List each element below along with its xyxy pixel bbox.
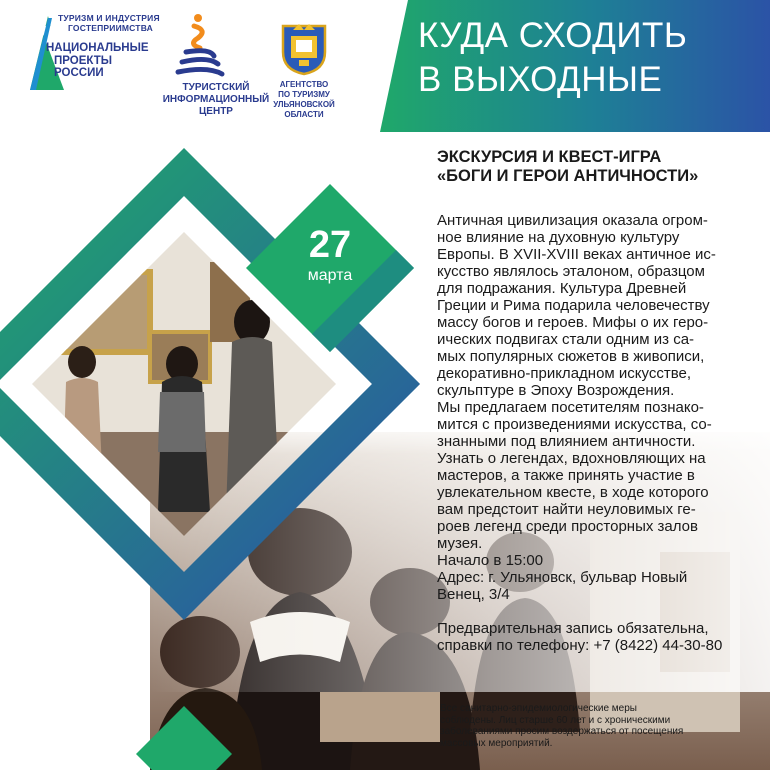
- date-day: 27: [308, 224, 352, 266]
- event-description: Античная цивилизация оказала огром- ное влияние на духовную культуру Европы. В XVII-XVIII веках античное ис- кусство являлось эталоном, образцом для подражания. Культура Древней Греции и Рима подарила человечеству массу богов и героев. Мифы о их геро- ических подвигах стали одним из са- мых популярных сюжетов в живописи, декоративно-прикладном искусстве, скульптуре в Эпоху Возрождения. Мы предлагаем посетителям познако- мится с произведениями искусства, со- знанными под влиянием античности. Узнать о легендах, вдохновляющих на мастеров, а также принять участие в увлекательном квесте, в ходе которого вам предстоит найти неуловимых ге- роев легенд среди просторных залов музея.: [437, 212, 716, 552]
- coat-of-arms-icon: [279, 22, 329, 76]
- tourist-center-name: ТУРИСТСКИЙ ИНФОРМАЦИОННЫЙ ЦЕНТР: [162, 82, 270, 117]
- event-date: [275, 224, 385, 304]
- header: [0, 0, 770, 132]
- tourist-center-logo-icon: [168, 12, 228, 80]
- event-address: Адрес: г. Ульяновск, бульвар Новый Венец, 3/4: [437, 569, 688, 603]
- event-title: ЭКСКУРСИЯ И КВЕСТ-ИГРА «БОГИ И ГЕРОИ АНТИЧНОСТИ»: [437, 148, 699, 185]
- event-booking: Предварительная запись обязательна, справки по телефону: +7 (8422) 44-30-80: [437, 620, 723, 654]
- event-start-time: Начало в 15:00: [437, 552, 544, 569]
- np-subtitle: ТУРИЗМ И ИНДУСТРИЯ ГОСТЕПРИИМСТВА: [58, 13, 160, 33]
- sanitary-note: Все санитарно-эпидемиологические меры соблюдены. Лиц старше 60 лет и с хроническими заболеваниями просим воздержаться от посещения массовых мероприятий.: [440, 703, 684, 749]
- np-title: НАЦИОНАЛЬНЫЕ ПРОЕКТЫ РОССИИ: [46, 42, 149, 79]
- page-title: КУДА СХОДИТЬ В ВЫХОДНЫЕ: [418, 16, 688, 99]
- date-month: марта: [307, 267, 353, 284]
- event-info: [437, 148, 762, 654]
- agency-name: АГЕНТСТВО ПО ТУРИЗМУ УЛЬЯНОВСКОЙ ОБЛАСТИ: [273, 80, 335, 119]
- event-details: [437, 552, 762, 654]
